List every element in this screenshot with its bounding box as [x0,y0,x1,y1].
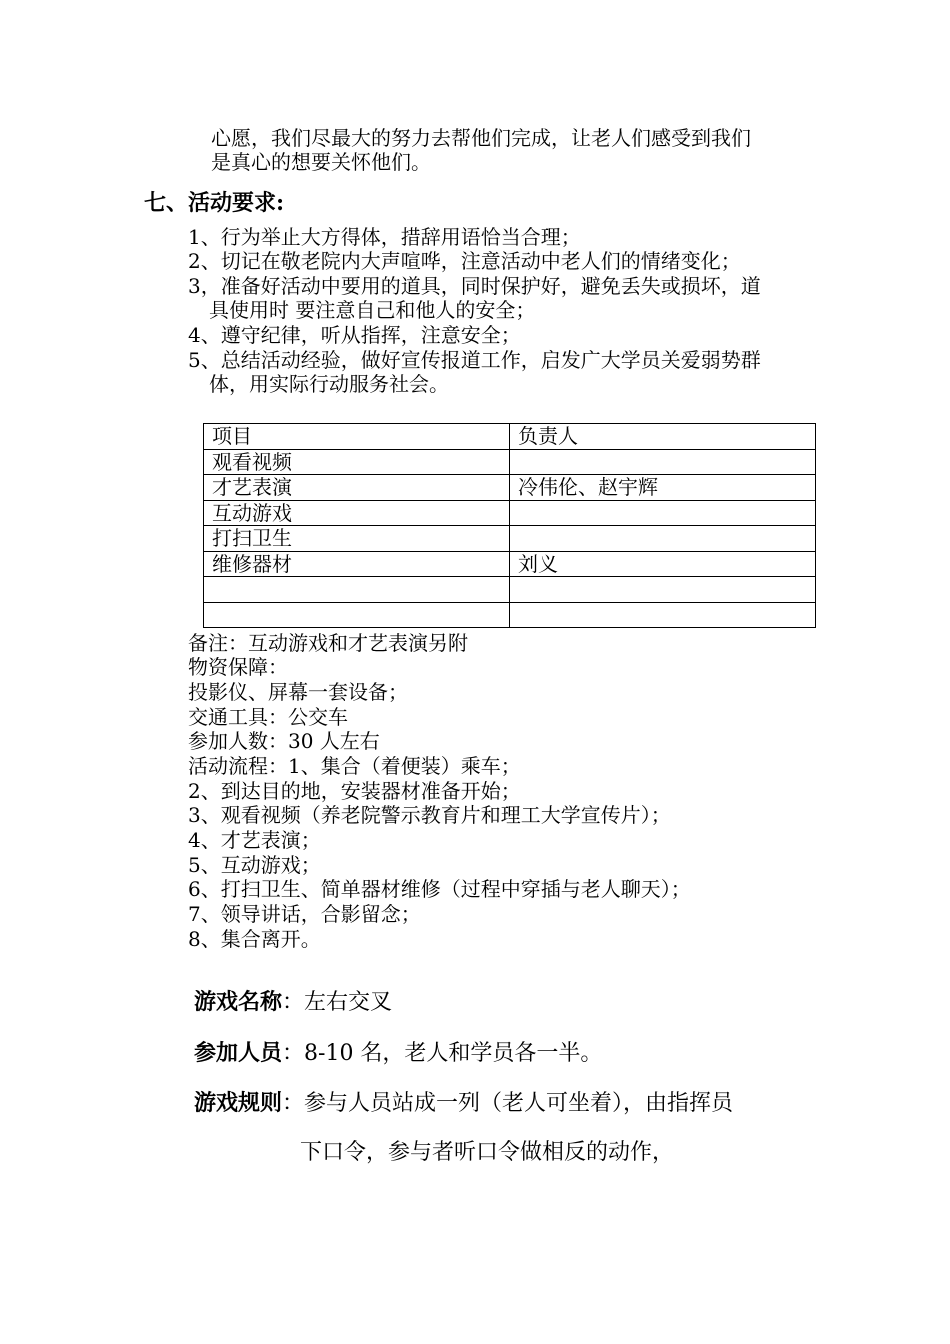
requirement-3-cont: 具使用时 要注意自己和他人的安全； [209,298,536,322]
requirement-4: 4、遵守纪律，听从指挥，注意安全； [188,323,521,347]
flow-step-1: 活动流程：1、集合（着便装）乘车； [188,754,521,778]
table-cell-item: 维修器材 [204,551,510,577]
table-cell-item [204,577,510,603]
flow-step-3: 3、观看视频（养老院警示教育片和理工大学宣传片）； [188,803,671,827]
game-rules-cont: 下口令，参与者听口令做相反的动作， [300,1140,675,1165]
game-participants-label: 参加人员 [194,1040,283,1066]
flow-step-7: 7、领导讲话，合影留念； [188,902,421,926]
table-cell-item: 互动游戏 [204,500,510,526]
flow-step-6: 6、打扫卫生、简单器材维修（过程中穿插与老人聊天）； [188,877,691,901]
table-row [204,526,816,552]
table-cell-owner [510,577,816,603]
table-row [204,424,816,450]
game-rules [194,1088,733,1119]
table-cell-owner [510,500,816,526]
flow-step-8: 8、集合离开。 [188,927,321,951]
requirement-3: 3，准备好活动中要用的道具，同时保护好，避免丢失或损坏，道 [188,274,761,298]
note-remark: 备注：互动游戏和才艺表演另附 [188,631,468,655]
table-cell-owner: 刘义 [510,551,816,577]
game-rules-value: ：参与人员站成一列（老人可坐着），由指挥员 [282,1091,734,1116]
table-cell-owner [510,449,816,475]
table-cell-owner [510,526,816,552]
responsibility-table [203,423,816,628]
table-cell-item: 观看视频 [204,449,510,475]
table-cell-item: 打扫卫生 [204,526,510,552]
table-cell-owner: 冷伟伦、赵宇辉 [510,475,816,501]
game-rules-label: 游戏规则 [194,1090,283,1116]
note-transport: 交通工具：公交车 [188,705,348,729]
game-name-label: 游戏名称 [194,989,283,1015]
table-row [204,475,816,501]
table-cell-owner [510,602,816,628]
intro-line-2: 是真心的想要关怀他们。 [211,150,431,174]
table-row [204,500,816,526]
game-participants [194,1038,602,1069]
game-name-value: ：左右交叉 [282,990,393,1015]
requirement-1: 1、行为举止大方得体，措辞用语恰当合理； [188,225,581,249]
game-name [194,987,392,1018]
flow-step-5: 5、互动游戏； [188,853,321,877]
note-equipment: 投影仪、屏幕一套设备； [188,680,408,704]
requirement-5-cont: 体，用实际行动服务社会。 [209,372,449,396]
note-headcount: 参加人数：30 人左右 [188,729,380,753]
section-heading: 七、活动要求: [144,190,285,216]
table-row [204,577,816,603]
requirement-2: 2、切记在敬老院内大声喧哗，注意活动中老人们的情绪变化； [188,249,741,273]
table-cell-item: 项目 [204,424,510,450]
table-row [204,602,816,628]
requirement-5: 5、总结活动经验，做好宣传报道工作，启发广大学员关爱弱势群 [188,348,761,372]
flow-step-4: 4、才艺表演； [188,828,321,852]
table-cell-item: 才艺表演 [204,475,510,501]
table-row [204,551,816,577]
table-cell-item [204,602,510,628]
table-row [204,449,816,475]
game-participants-value: ：8-10 名，老人和学员各一半。 [282,1041,603,1066]
note-supplies: 物资保障： [188,655,288,679]
table-cell-owner: 负责人 [510,424,816,450]
intro-line-1: 心愿，我们尽最大的努力去帮他们完成，让老人们感受到我们 [211,126,751,150]
flow-step-2: 2、到达目的地，安装器材准备开始； [188,779,521,803]
